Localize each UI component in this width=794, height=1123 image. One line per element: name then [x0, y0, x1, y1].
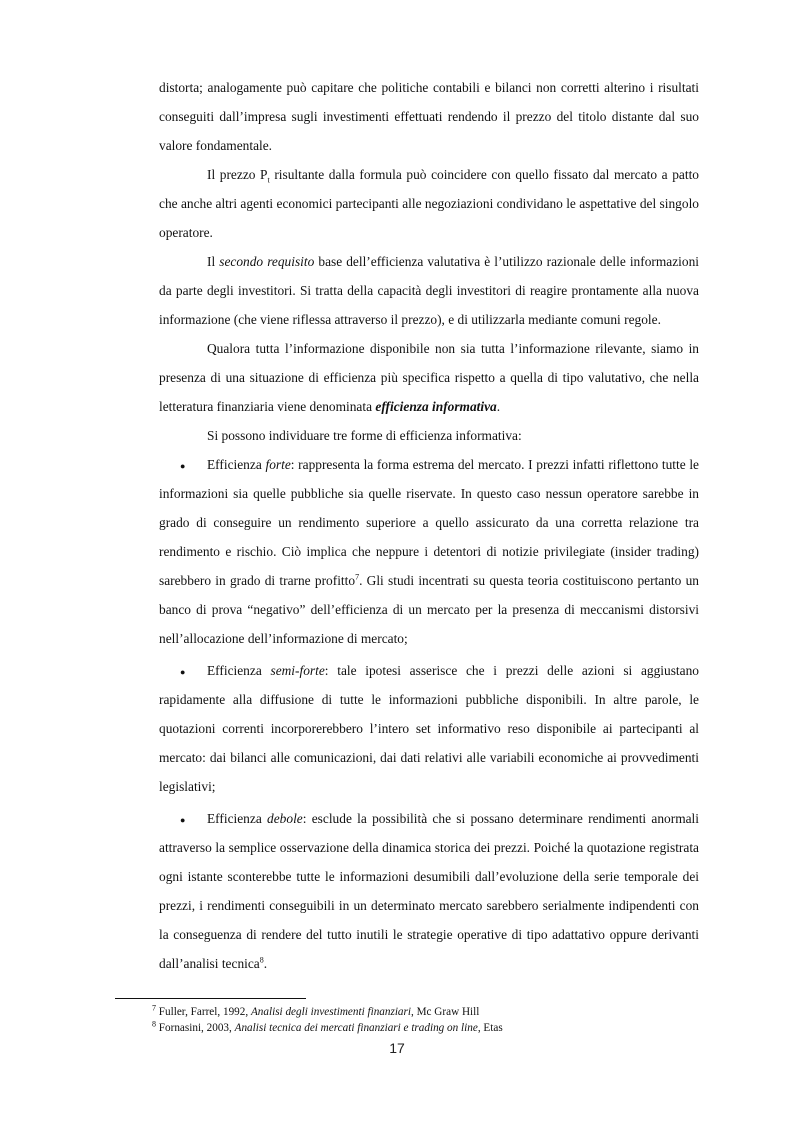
list-item: ● Efficienza semi-forte: tale ipotesi asserisce che i prezzi delle azioni si aggiustano rapidamente alla diffusione di tutte le informazioni pubbliche disponibili. In altre parole, le quotazioni correnti incorporerebbero l’intero set informativo reso disponibile ai partecipanti al mercato: dai bilanci alle comunicazioni, dai dati relativi alle variabili economiche ai provvedimenti legislativi; [159, 656, 699, 801]
bullet-icon [180, 804, 185, 835]
paragraph-2: Il prezzo $P_t$ risultante dalla formula può coincidere con quello fissato dal mercato a patto che anche altri agenti economici partecipanti alle negoziazioni condividano le aspettative del singolo operatore. [159, 167, 699, 240]
body-text [159, 73, 699, 978]
price-subscript: t [267, 175, 270, 185]
paragraph-1: distorta; analogamente può capitare che politiche contabili e bilanci non corretti alterino i risultati conseguiti dall’impresa sugli investimenti effettuati rendendo il prezzo del titolo distante dal suo valore fondamentale. [159, 80, 699, 153]
footnote: $^8$ Fornasini, 2003, Analisi tecnica dei mercati finanziari e trading on line, Etas [152, 1019, 503, 1034]
footnote-ref[interactable]: 7 [355, 572, 360, 582]
list-term: debole [267, 811, 303, 826]
bullet-icon [180, 656, 185, 687]
list-term: semi-forte [270, 663, 325, 678]
emphasis-efficienza-informativa: efficienza informativa [375, 399, 497, 414]
efficiency-forms-list [159, 450, 699, 978]
list-term: forte [265, 457, 291, 472]
footnote-divider [115, 998, 306, 999]
paragraph-5: Si possono individuare tre forme di efficienza informativa: [207, 428, 522, 443]
emphasis-secondo-requisito: secondo requisito [219, 254, 315, 269]
footnote: $^7$ Fuller, Farrel, 1992, Analisi degli investimenti finanziari, Mc Graw Hill [152, 1003, 480, 1018]
bullet-icon [180, 450, 185, 481]
footnote-ref[interactable]: 8 [259, 955, 264, 965]
footnotes [152, 1004, 712, 1036]
list-item: ● Efficienza forte: rappresenta la forma estrema del mercato. I prezzi infatti riflettono tutte le informazioni sia quelle pubbliche sia quelle riservate. In questo caso nessun operatore sarebbe in grado di conseguire un rendimento superiore a quello assicurato da una corretta relazione tra rendimento e rischio. Ciò implica che neppure i detentori di notizie privilegiate (insider trading) sarebbero in grado di trarne profitto$^7$. Gli studi incentrati su questa teoria costituiscono pertanto un banco di prova “negativo” dell’efficienza di un mercato per la presenza di meccanismi distorsivi nell’allocazione dell’informazione di mercato; [159, 450, 699, 653]
list-item: ● Efficienza debole: esclude la possibilità che si possano determinare rendimenti anormali attraverso la semplice osservazione della dinamica storica dei prezzi. Poiché la quotazione registrata ogni istante sconterebbe tutte le informazioni desumibili dall’evoluzione della serie temporale dei prezzi, i rendimenti conseguibili in un determinato mercato sarebbero serialmente indipendenti con la conseguenza di rendere del tutto inutili le strategie operative di tipo adattativo oppure derivanti dall’analisi tecnica$^8$. [159, 804, 699, 978]
paragraph-3: Il secondo requisito base dell’efficienza valutativa è l’utilizzo razionale delle informazioni da parte degli investitori. Si tratta della capacità degli investitori di reagire prontamente alla nuova informazione (che viene riflessa attraverso il prezzo), e di utilizzarla mediante comuni regole. [159, 254, 699, 327]
paragraph-4: Qualora tutta l’informazione disponibile non sia tutta l’informazione rilevante, siamo in presenza di una situazione di efficienza più specifica rispetto a quella di tipo valutativo, che nella letteratura finanziaria viene denominata efficienza informativa. [159, 341, 699, 414]
page-number: 17 [389, 1040, 405, 1056]
